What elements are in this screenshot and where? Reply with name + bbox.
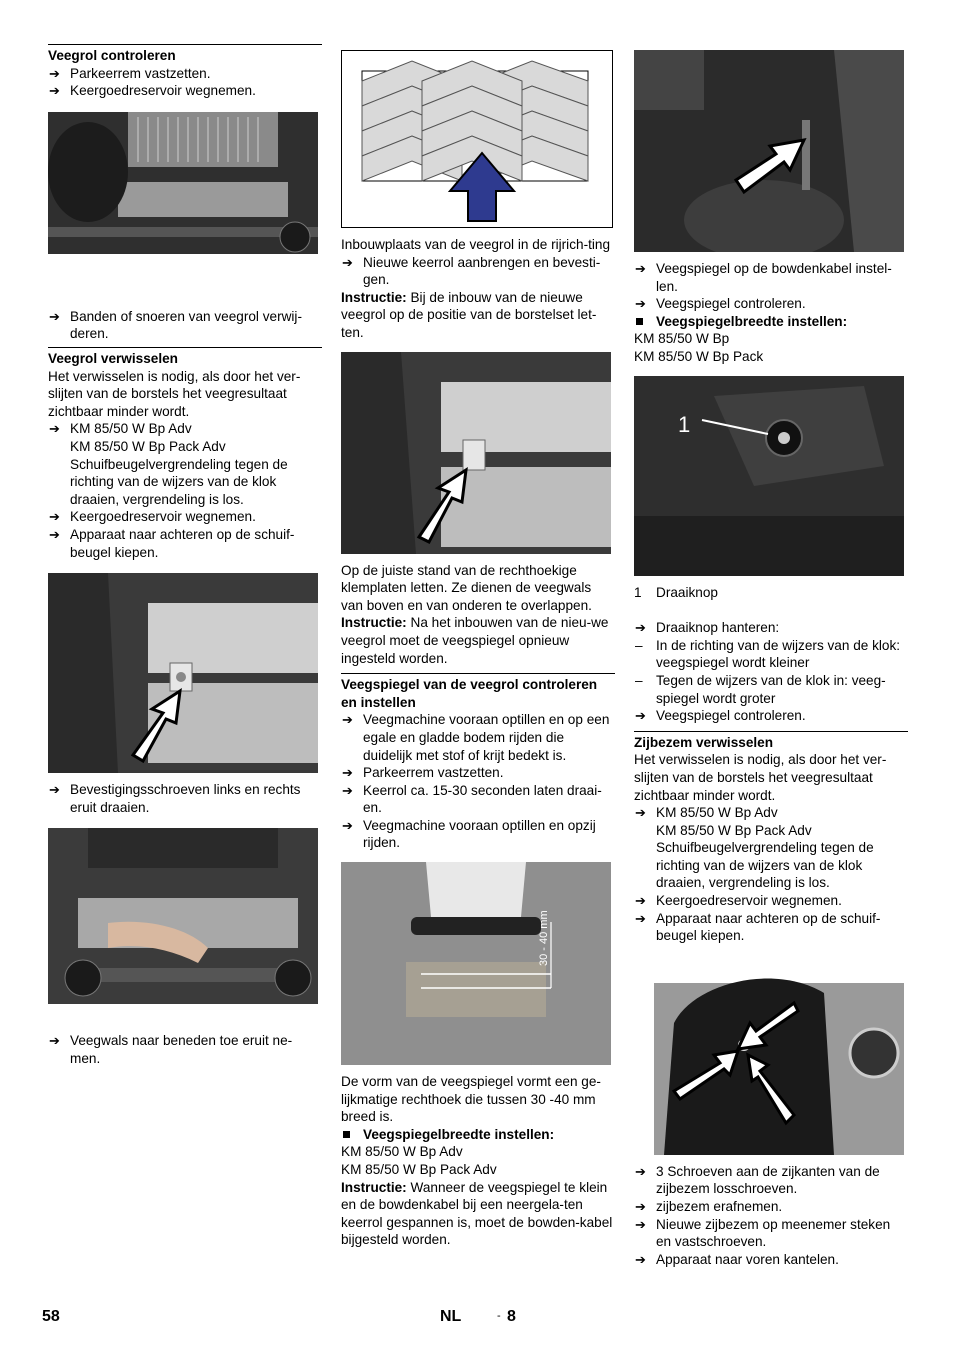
step-schroeven-eruit: ➔ Bevestigingsschroeven links en rechts eruit draaien. bbox=[48, 781, 322, 816]
legend-1 bbox=[634, 584, 908, 602]
para-vorm: De vorm van de veegspiegel vormt een ge-lijkmatige rechthoek die tussen 30 -40 mm breed is. bbox=[341, 1074, 601, 1125]
step-optillen: ➔ Veegmachine vooraan optillen en op een egale en gladde bodem rijden die duidelijk met stof of krijt bedekt is. bbox=[341, 711, 615, 764]
instruction-label-3: Instructie: bbox=[341, 1179, 407, 1195]
instruction-label-2: Instructie: bbox=[341, 615, 407, 631]
instruction-3 bbox=[341, 1179, 615, 1249]
heading-veegrol-verwisselen: Veegrol verwisselen bbox=[48, 347, 322, 368]
para-zijbezem: Het verwisselen is nodig, als door het ver-slijten van de borstels het veegresultaat zichtbaar minder wordt. bbox=[634, 752, 887, 803]
legend-number: 1 bbox=[634, 584, 642, 600]
step-keerrol-draaien: ➔ Keerrol ca. 15-30 seconden laten draai-en. bbox=[341, 782, 615, 817]
column-3 bbox=[634, 44, 908, 1268]
legend-text: Draaiknop bbox=[656, 584, 718, 600]
step-kiepen: ➔ Apparaat naar achteren op de schuif-beugel kiepen. bbox=[48, 526, 322, 561]
step-controleren: ➔ Veegspiegel controleren. bbox=[634, 295, 908, 313]
model-bp-pack: KM 85/50 W Bp Pack bbox=[634, 348, 764, 364]
step-schroeven-los: ➔ 3 Schroeven aan de zijkanten van de zijbezem losschroeven. bbox=[634, 1163, 908, 1198]
language-code: NL bbox=[440, 1308, 462, 1325]
step-controleren-2: ➔ Veegspiegel controleren. bbox=[634, 707, 908, 725]
para-klemplaten: Op de juiste stand van de rechthoekige klemplaten letten. Ze dienen de veegwals van boven en van onderen te overlappen. bbox=[341, 562, 592, 613]
column-1 bbox=[48, 44, 322, 1067]
model-bp: KM 85/50 W Bp bbox=[634, 331, 730, 347]
model-pack-adv-2: KM 85/50 W Bp Pack Adv bbox=[341, 1162, 497, 1178]
photo-clamp-plates bbox=[341, 352, 611, 554]
callout-1: 1 bbox=[678, 411, 691, 437]
step-banden-verwijderen: ➔ Banden of snoeren van veegrol verwij-deren. bbox=[48, 308, 322, 343]
option-kleiner: – In de richting van de wijzers van de klok: veegspiegel wordt kleiner bbox=[634, 637, 908, 672]
section-page-number: 8 bbox=[507, 1308, 516, 1325]
photo-remove-roller bbox=[48, 828, 318, 1004]
instruction-label: Instructie: bbox=[341, 289, 407, 305]
step-parkeerrem: ➔ Parkeerrem vastzetten. bbox=[48, 65, 322, 83]
bullet-breedte: Veegspiegelbreedte instellen: bbox=[341, 1126, 615, 1144]
model-pack-adv-3: KM 85/50 W Bp Pack Adv bbox=[656, 822, 812, 838]
instruction-2-text: Na het inbouwen van de nieu-we veegrol moet de veegspiegel opnieuw ingesteld worden. bbox=[341, 615, 609, 666]
step-kantelen: ➔ Apparaat naar voren kantelen. bbox=[634, 1251, 908, 1269]
step-model-adv-3: ➔ KM 85/50 W Bp Adv bbox=[634, 804, 908, 822]
step-vergrendeling: Schuifbeugelvergrendeling tegen de richting van de wijzers van de klok draaien, vergrendeling is los. bbox=[70, 456, 288, 507]
step-nieuwe-zijbezem: ➔ Nieuwe zijbezem op meenemer steken en vastschroeven. bbox=[634, 1216, 908, 1251]
photo-sweep-pattern bbox=[341, 862, 611, 1065]
step-kiepen-3: ➔ Apparaat naar achteren op de schuif-beugel kiepen. bbox=[634, 910, 908, 945]
step-veegwals-uitnemen: ➔ Veegwals naar beneden toe eruit ne-men. bbox=[48, 1032, 322, 1067]
para-verwisselen: Het verwisselen is nodig, als door het ver-slijten van de borstels het veegresultaat zichtbaar minder wordt. bbox=[48, 368, 301, 419]
instruction-3-text: Wanneer de veegspiegel te klein en de bowdenkabel bij een neergela-ten keerrol gespannen is, moet de bowden-kabel bijgesteld worden. bbox=[341, 1179, 613, 1248]
instruction-2 bbox=[341, 614, 615, 667]
heading-zijbezem-verwisselen: Zijbezem verwisselen bbox=[634, 731, 908, 752]
heading-veegrol-controleren: Veegrol controleren bbox=[48, 44, 322, 65]
step-model-adv: ➔ KM 85/50 W Bp Adv bbox=[48, 420, 322, 438]
photo-brush-check bbox=[48, 112, 318, 254]
photo-fixing-screw bbox=[48, 573, 318, 773]
bullet-breedte-2: Veegspiegelbreedte instellen: bbox=[634, 313, 908, 331]
step-keergoedreservoir-2: ➔ Keergoedreservoir wegnemen. bbox=[48, 508, 322, 526]
photo-rotary-knob bbox=[634, 376, 904, 576]
diagram-installation-direction bbox=[341, 50, 613, 228]
page-number: 58 bbox=[42, 1308, 60, 1325]
step-bowdenkabel: ➔ Veegspiegel op de bowdenkabel instel-len. bbox=[634, 260, 908, 295]
instruction-1 bbox=[341, 289, 615, 342]
model-pack-adv: KM 85/50 W Bp Pack Adv bbox=[70, 438, 226, 454]
step-draaiknop: ➔ Draaiknop hanteren: bbox=[634, 619, 908, 637]
step-zijbezem-eraf: ➔ zijbezem erafnemen. bbox=[634, 1198, 908, 1216]
step-opzij-rijden: ➔ Veegmachine vooraan optillen en opzij rijden. bbox=[341, 817, 615, 852]
step-keerrol-aanbrengen: ➔ Nieuwe keerrol aanbrengen en bevesti-gen. bbox=[341, 254, 615, 289]
step-parkeerrem-2: ➔ Parkeerrem vastzetten. bbox=[341, 764, 615, 782]
photo-bowden-cable bbox=[634, 50, 904, 252]
caption-inbouwplaats: Inbouwplaats van de veegrol in de rijrich-ting bbox=[341, 237, 611, 252]
column-2 bbox=[341, 44, 615, 1249]
heading-veegspiegel-controleren: Veegspiegel van de veegrol controleren en instellen bbox=[341, 673, 615, 711]
measure-label: 30 - 40 mm bbox=[538, 910, 550, 967]
instruction-1-text: Bij de inbouw van de nieuwe veegrol op de positie van de borstelset let-ten. bbox=[341, 289, 597, 340]
page-footer bbox=[0, 1306, 954, 1330]
model-adv-2: KM 85/50 W Bp Adv bbox=[341, 1144, 463, 1160]
photo-side-brush bbox=[634, 963, 904, 1155]
footer-dash: - bbox=[497, 1310, 501, 1322]
step-keergoedreservoir-3: ➔ Keergoedreservoir wegnemen. bbox=[634, 892, 908, 910]
option-groter: – Tegen de wijzers van de klok in: veeg-spiegel wordt groter bbox=[634, 672, 908, 707]
step-vergrendeling-3: Schuifbeugelvergrendeling tegen de richting van de wijzers van de klok draaien, vergrendeling is los. bbox=[656, 840, 874, 891]
step-keergoedreservoir: ➔ Keergoedreservoir wegnemen. bbox=[48, 82, 322, 100]
